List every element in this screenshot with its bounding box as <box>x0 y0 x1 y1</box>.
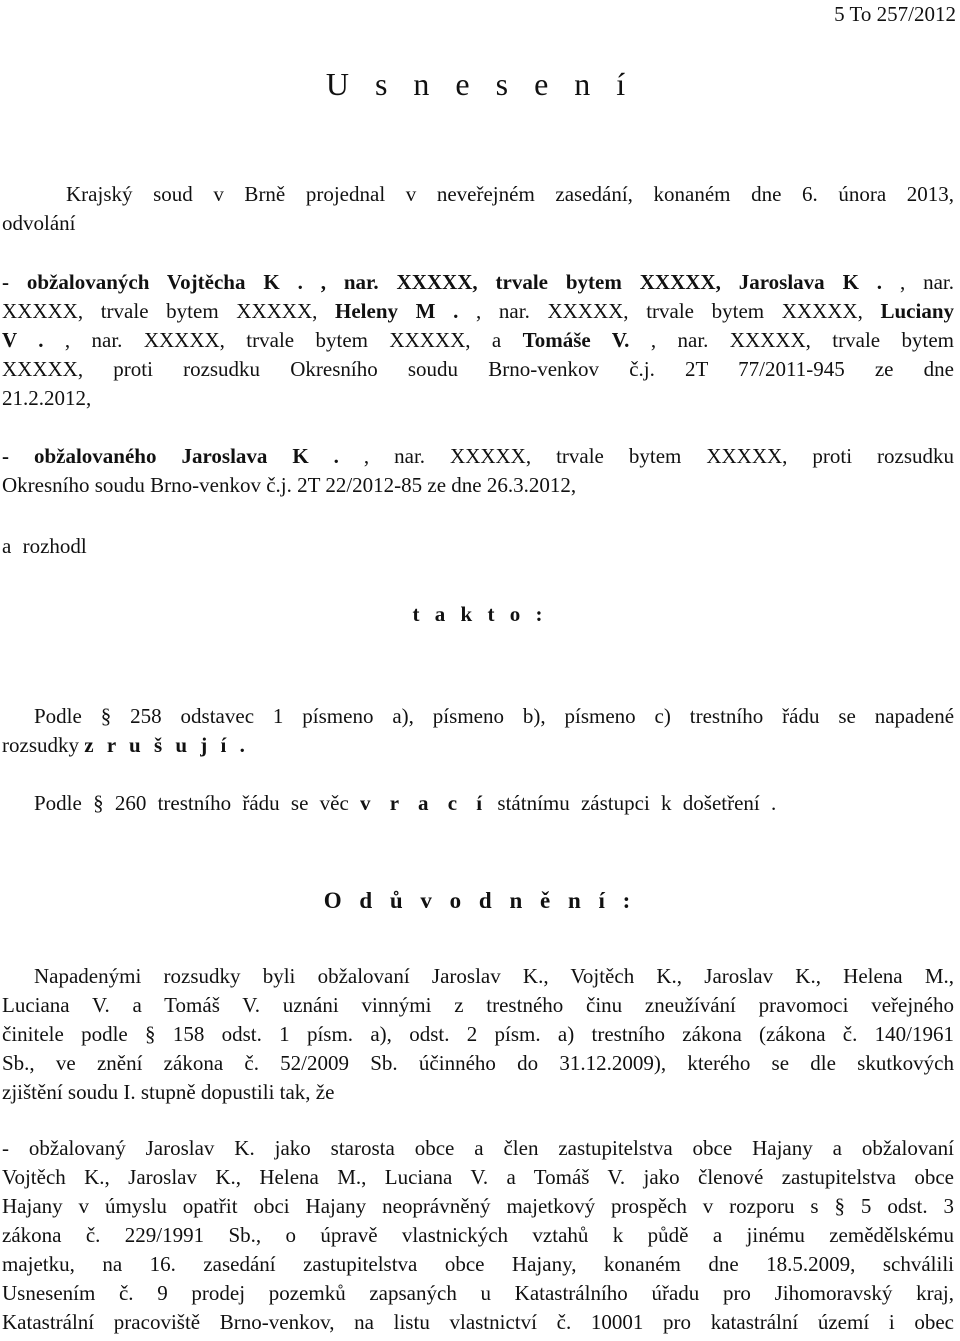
appeal1-line-3 <box>2 326 954 355</box>
ruling2-text: Podle <box>34 791 82 815</box>
reasoning2-line-5: majetku, na 16. zasedání zastupitelstva obce Hajany, konaném dne 18.5.2009, schválili <box>2 1252 954 1276</box>
appeal1-line-1 <box>2 268 954 297</box>
ruling1-line-2 <box>2 731 954 760</box>
reasoning2-line-7: Katastrální pracoviště Brno-venkov, na listu vlastnictví č. 10001 pro katastrální území i obec <box>2 1310 954 1334</box>
verdict-emphasis: z r u š u j í . <box>84 733 249 757</box>
reasoning1-line-1: Napadenými rozsudky byli obžalovaní Jaroslav K., Vojtěch K., Jaroslav K., Helena M., <box>34 964 954 988</box>
reasoning2-line-1: - obžalovaný Jaroslav K. jako starosta obce a člen zastupitelstva obce Hajany a obžalovaní <box>2 1136 954 1160</box>
intro-line-2: odvolání <box>2 211 76 235</box>
appeal2-line-2: Okresního soudu Brno-venkov č.j. 2T 22/2012-85 ze dne 26.3.2012, <box>2 473 577 497</box>
appeal1-line-5: 21.2.2012, <box>2 386 92 410</box>
appeal1-line-2 <box>2 297 954 326</box>
reasoning2-text: 5 odst. 3 <box>860 1194 955 1218</box>
intro-line-1: Krajský soud v Brně projednal v neveřejném zasedání, konaném dne 6. února 2013, <box>66 182 954 206</box>
reasoning1-line-5: zjištění soudu I. stupně dopustili tak, že <box>2 1080 335 1104</box>
ruling-2 <box>2 789 954 818</box>
appeal2-line-1 <box>2 442 954 471</box>
reasoning2-line-3 <box>2 1192 954 1221</box>
reasoning1-line-4: Sb., ve znění zákona č. 52/2009 Sb. účinného do 31.12.2009), kterého se dle skutkových <box>2 1051 954 1075</box>
appeal1-line-4: XXXXX, proti rozsudku Okresního soudu Brno-venkov č.j. 2T 77/2011-945 ze dne <box>2 357 954 381</box>
reasoning2-line-4: zákona č. 229/1991 Sb., o úpravě vlastnických vztahů k půdě a jinému zemědělskému <box>2 1223 954 1247</box>
ruling1-line-1 <box>2 702 954 731</box>
appeal1-text: XXXXX, trvale bytem XXXXX, <box>2 299 336 323</box>
defendant-name: - obžalovaného Jaroslava K . <box>2 444 364 468</box>
appeal-paragraph-1 <box>2 268 954 413</box>
defendant-name: Tomáše V. <box>522 328 651 352</box>
appeal1-text: , nar. <box>899 270 954 294</box>
ruling1-text: rozsudky <box>2 733 85 757</box>
section-sign-icon: § <box>93 791 104 815</box>
reasoning1-text: činitele podle <box>2 1022 128 1046</box>
document-title: U s n e s e n í <box>325 66 635 102</box>
ruling2-text: 260 trestního řádu se věc <box>114 791 361 815</box>
reasoning-heading: O d ů v o d n ě n í : <box>323 888 637 913</box>
reasoning1-text: 158 odst. 1 písm. a), odst. 2 písm. a) trestního zákona (zákona č. 140/1961 <box>172 1022 955 1046</box>
file-reference: 5 To 257/2012 <box>834 2 956 26</box>
appeal1-text: , nar. XXXXX, trvale bytem XXXXX, a <box>64 328 523 352</box>
defendant-name: Jaroslava K . <box>738 270 900 294</box>
defendant-name: Luciany <box>880 299 955 323</box>
takto-heading: t a k t o : <box>412 602 548 626</box>
decided-line: a rozhodl <box>2 534 87 558</box>
reasoning2-text: Hajany v úmyslu opatřit obci Hajany neoprávněný majetkový prospěch v rozporu s <box>2 1194 819 1218</box>
appeal1-text: , nar. XXXXX, trvale bytem <box>650 328 954 352</box>
intro-paragraph <box>2 180 954 238</box>
defendant-name: Heleny M . <box>335 299 477 323</box>
reasoning-paragraph-1 <box>2 962 954 1107</box>
ruling-1 <box>2 702 954 760</box>
section-sign-icon: § <box>100 704 112 728</box>
verdict-emphasis: v r a c í <box>360 791 487 815</box>
ruling1-text: 258 odstavec 1 písmeno a), písmeno b), písmeno c) trestního řádu se napadené <box>130 704 955 728</box>
appeal-paragraph-2 <box>2 442 954 500</box>
ruling2-text: státnímu zástupci k došetření . <box>486 791 777 815</box>
section-sign-icon: § <box>145 1022 156 1046</box>
reasoning1-line-2: Luciana V. a Tomáš V. uznáni vinnými z trestného činu zneužívání pravomoci veřejného <box>2 993 954 1017</box>
reasoning2-line-2: Vojtěch K., Jaroslav K., Helena M., Luciana V. a Tomáš V. jako členové zastupitelstva obce <box>2 1165 954 1189</box>
defendant-name: V . <box>2 328 65 352</box>
section-sign-icon: § <box>834 1194 845 1218</box>
reasoning2-line-6: Usnesením č. 9 prodej pozemků zapsaných u Katastrálního úřadu pro Jihomoravský kraj, <box>2 1281 954 1305</box>
reasoning1-line-3 <box>2 1020 954 1049</box>
ruling1-text: Podle <box>34 704 82 728</box>
reasoning-paragraph-2 <box>2 1134 954 1337</box>
appeal1-text: - obžalovaných Vojtěcha K . , nar. XXXXX, trvale bytem XXXXX, <box>2 270 739 294</box>
appeal1-text: , nar. XXXXX, trvale bytem XXXXX, <box>476 299 881 323</box>
appeal2-text: , nar. XXXXX, trvale bytem XXXXX, proti rozsudku <box>363 444 954 468</box>
